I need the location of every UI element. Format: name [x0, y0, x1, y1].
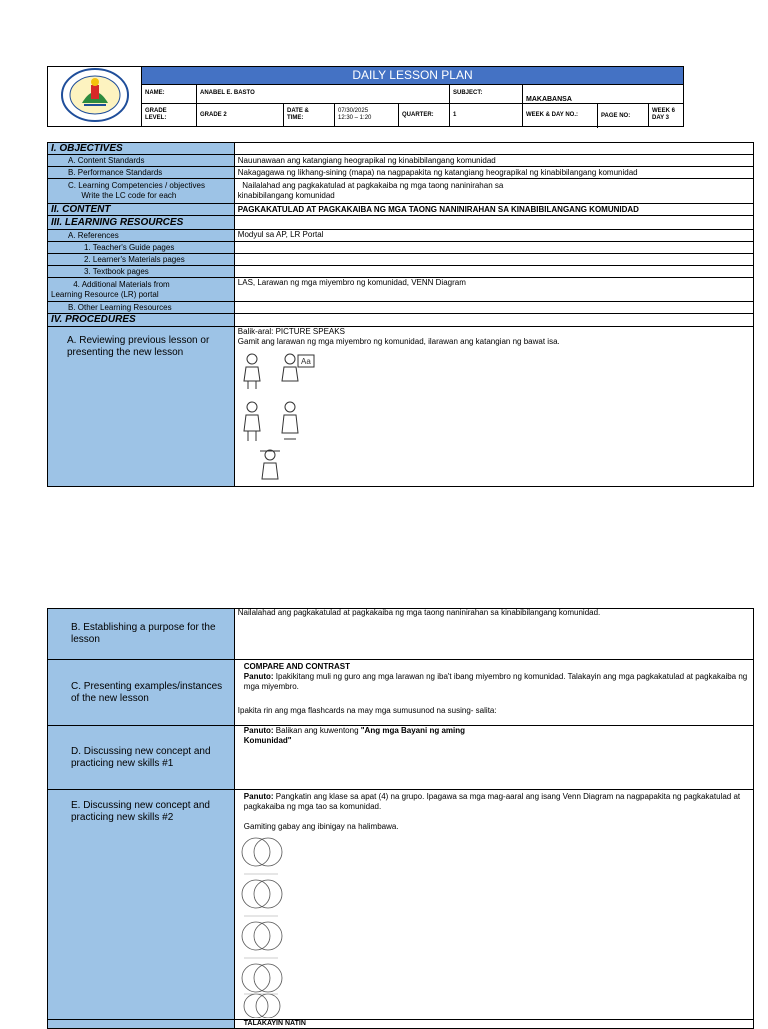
procedure-d-content: Panuto: Balikan ang kuwentong "Ang mga Bayani ng aming Komunidad" — [234, 726, 753, 790]
learning-resources-heading: III. LEARNING RESOURCES — [48, 216, 235, 230]
lesson-plan-header — [47, 66, 684, 127]
procedure-a-content: Balik-aral: PICTURE SPEAKS Gamit ang larawan ng mga miyembro ng komunidad, ilarawan ang katangian ng bawat isa. Aa — [234, 327, 753, 487]
other-resources-label: B. Other Learning Resources — [48, 302, 235, 314]
learners-materials-value — [234, 254, 753, 266]
date-label: DATE & TIME: — [284, 104, 335, 127]
other-resources-value — [234, 302, 753, 314]
grade-label: GRADE LEVEL: — [142, 104, 197, 127]
next-section-heading: TALAKAYIN NATIN — [234, 1020, 753, 1029]
subject-value: MAKABANSA — [523, 84, 684, 104]
objectives-heading: I. OBJECTIVES — [48, 143, 235, 155]
textbook-label: 3. Textbook pages — [48, 266, 235, 278]
week-day-label: WEEK & DAY NO.: — [523, 104, 649, 127]
grade-value: GRADE 2 — [197, 104, 284, 127]
school-seal-icon — [60, 67, 130, 123]
learning-competencies-label: C. Learning Competencies / objectives Write the LC code for each — [48, 179, 235, 204]
learning-resources-empty — [234, 216, 753, 230]
name-label: NAME: — [142, 84, 197, 104]
teachers-guide-label: 1. Teacher's Guide pages — [48, 242, 235, 254]
school-logo-cell — [48, 67, 142, 127]
chalkboard-text: Aa — [300, 357, 311, 366]
content-standards-value: Nauunawaan ang katangiang heograpikal ng kinabibilangang komunidad — [234, 155, 753, 167]
lesson-plan-table — [47, 142, 754, 487]
lesson-plan-table-continued — [47, 608, 754, 1029]
quarter-value: 1 — [450, 104, 523, 127]
learning-competencies-value: Nailalahad ang pagkakatulad at pagkakaiba ng mga taong naninirahan sa kinabibilangang komunidad — [234, 179, 753, 204]
procedure-c-label: C. Presenting examples/instances of the new lesson — [48, 660, 235, 726]
date-time-value: 07/30/2025 12:30 – 1:20 — [335, 104, 399, 127]
content-standards-label: A. Content Standards — [48, 155, 235, 167]
venn-diagram-examples — [238, 836, 298, 1018]
procedure-f-label — [48, 1020, 235, 1029]
objectives-empty — [234, 143, 753, 155]
procedure-d-label: D. Discussing new concept and practicing new skills #1 — [48, 726, 235, 790]
procedures-empty — [234, 314, 753, 327]
additional-materials-label: 4. Additional Materials from Learning Resource (LR) portal — [48, 278, 235, 302]
banner-title: DAILY LESSON PLAN — [142, 67, 684, 85]
procedure-b-label: B. Establishing a purpose for the lesson — [48, 609, 235, 660]
content-heading: II. CONTENT — [48, 204, 235, 216]
subject-label: SUBJECT: — [450, 84, 523, 104]
week-day-value: WEEK 6 DAY 3 — [649, 104, 684, 127]
additional-materials-value: LAS, Larawan ng mga miyembro ng komunidad, VENN Diagram — [234, 278, 753, 302]
procedures-heading: IV. PROCEDURES — [48, 314, 235, 327]
page-no-label: PAGE NO: — [597, 104, 687, 128]
procedure-b-content: Nailalahad ang pagkakatulad at pagkakaiba ng mga taong naninirahan sa kinabibilangang komunidad. — [234, 609, 753, 660]
procedure-c-content: COMPARE AND CONTRAST Panuto: Ipakikitang muli ng guro ang mga larawan ng iba't ibang miyembro ng komunidad. Talakayin ang mga pagkakatulad at pagkakaiba ng mga miyembro. Ipakita rin ang mga flashcards na may mga sumusunod na susing- salita: — [234, 660, 753, 726]
teacher-name: ANABEL E. BASTO — [197, 84, 450, 104]
quarter-label: QUARTER: — [399, 104, 450, 127]
community-members-illustration — [238, 351, 328, 481]
procedure-e-label: E. Discussing new concept and practicing new skills #2 — [48, 790, 235, 1020]
procedure-a-label: A. Reviewing previous lesson or presenting the new lesson — [48, 327, 235, 487]
references-value: Modyul sa AP, LR Portal — [234, 230, 753, 242]
performance-standards-label: B. Performance Standards — [48, 167, 235, 179]
procedure-e-content: Panuto: Pangkatin ang klase sa apat (4) na grupo. Ipagawa sa mga mag-aaral ang isang Venn Diagram na nagpapakita ng pagkakatulad at pagkakaiba ng mga tao sa komunidad. Gamiting gabay ang ibinigay na halimbawa. — [234, 790, 753, 1020]
content-value: PAGKAKATULAD AT PAGKAKAIBA NG MGA TAONG NANINIRAHAN SA KINABIBILANGANG KOMUNIDAD — [234, 204, 753, 216]
references-label: A. References — [48, 230, 235, 242]
learners-materials-label: 2. Learner's Materials pages — [48, 254, 235, 266]
textbook-value — [234, 266, 753, 278]
teachers-guide-value — [234, 242, 753, 254]
performance-standards-value: Nakagagawa ng likhang-sining (mapa) na nagpapakita ng katangiang heograpikal ng kinabibilangang komunidad — [234, 167, 753, 179]
